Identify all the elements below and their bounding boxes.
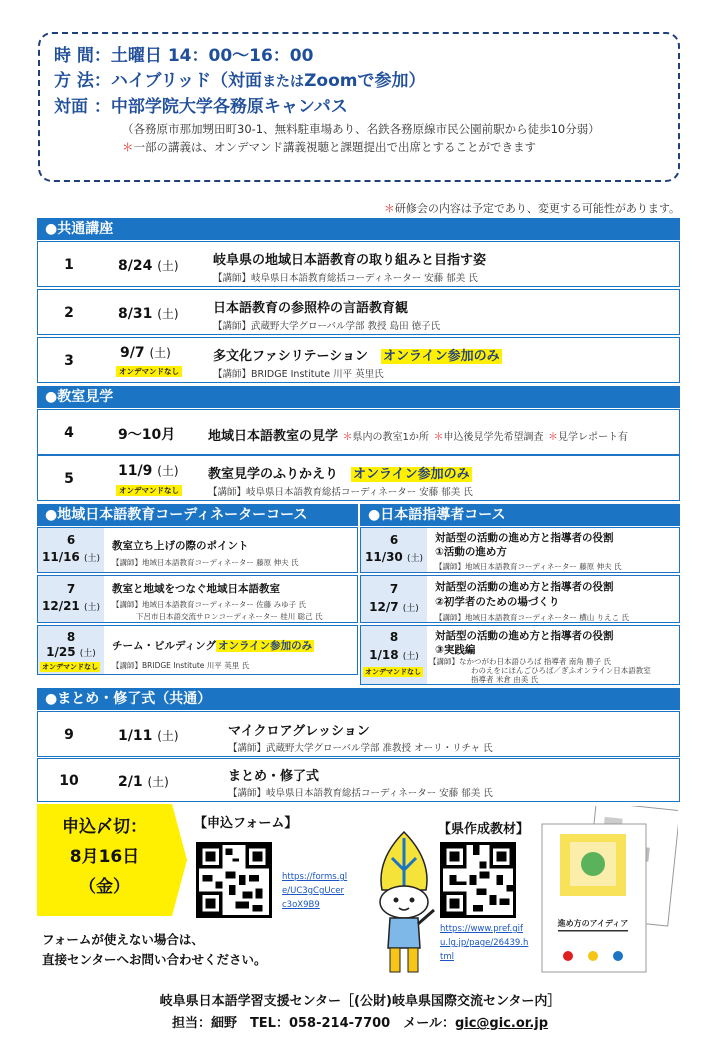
- note-text: 見学レポート有: [557, 432, 628, 443]
- date-text: 11/9: [118, 463, 153, 479]
- row-lecturer: 【講師】地域日本語教育コーディネーター 横山 りえこ 氏: [435, 613, 630, 622]
- section-coordinator: ●地域日本語教育コーディネーターコース: [37, 504, 358, 526]
- row-date: [361, 550, 427, 564]
- method-line: [54, 69, 664, 95]
- material-link[interactable]: [440, 922, 528, 964]
- disclaimer-mark: ＊: [383, 202, 395, 215]
- row-title: 対話型の活動の進め方と指導者の役割: [435, 630, 614, 642]
- coordinator-row: [37, 575, 358, 623]
- row-lecturer: 【講師】地域日本語教育コーディネーター 藤原 伸夫 氏: [435, 562, 622, 571]
- row-date: [118, 462, 179, 479]
- book-title: 進め方のアイディア: [557, 919, 629, 928]
- online-only-badge: オンライン参加のみ: [217, 640, 313, 652]
- row-title: 教室立ち上げの際のポイント: [112, 540, 249, 552]
- row-title: [208, 425, 628, 444]
- row-date: [118, 727, 179, 744]
- deadline-line1: 申込〆切：: [62, 817, 147, 837]
- row-lecturer: 【講師】武蔵野大学グローバル学部 教授 島田 徳子氏: [213, 321, 441, 332]
- note-mark: ＊: [547, 432, 558, 443]
- form-qr-code[interactable]: [196, 842, 272, 918]
- coordinator-row: [37, 625, 358, 675]
- row-num: 1: [64, 257, 74, 273]
- note-text: 申込後見学先希望調査: [443, 432, 544, 443]
- form-url-1: https://forms.gl: [282, 872, 348, 882]
- row-lecturer: 【講師】岐阜県日本語教育総括コーディネーター 安藤 郁美 氏: [228, 788, 493, 799]
- fallback-line2: 直接センターへお問い合わせください。: [42, 952, 267, 967]
- ondemand-none-badge: オンデマンドなし: [42, 663, 98, 671]
- row-num: 8: [389, 630, 399, 644]
- ondemand-none-badge: オンデマンドなし: [116, 366, 182, 377]
- form-url-3: c3oX9B9: [282, 900, 320, 910]
- row-lecturer: 【講師】岐阜県日本語教育総括コーディネーター 安藤 郁美 氏: [208, 487, 473, 498]
- date-text: 8/31: [118, 306, 153, 322]
- row-num: 4: [64, 425, 74, 441]
- date-text: 1/25: [46, 645, 76, 659]
- schedule-row: [37, 337, 680, 383]
- qr-icon: [443, 845, 513, 915]
- date-text: 1/11: [118, 728, 153, 744]
- schedule-row: [37, 711, 680, 757]
- row-lecturer-3: 指導者 米倉 由美 氏: [471, 675, 539, 684]
- qr-icon: [199, 845, 269, 915]
- row-date: 9〜10月: [118, 427, 176, 443]
- section-closing: ●まとめ・修了式（共通）: [37, 688, 680, 710]
- row-lecturer: 【講師】BRIDGE Institute 川平 英里氏: [213, 369, 384, 380]
- email-link[interactable]: gic@gic.or.jp: [454, 1016, 549, 1031]
- ondemand-note: [122, 138, 664, 156]
- coordinator-row: [37, 527, 358, 573]
- row-lecturer: 【講師】地域日本語教育コーディネーター 佐藤 みゆ子 氏: [112, 600, 307, 609]
- mascot-illustration: [368, 830, 440, 980]
- disclaimer-text: 研修会の内容は予定であり、変更する可能性があります。: [394, 202, 680, 215]
- form-link[interactable]: [282, 870, 347, 912]
- section-instructor: ●日本語指導者コース: [360, 504, 680, 526]
- fallback-note: [42, 930, 267, 970]
- form-label: 【申込フォーム】: [194, 816, 298, 831]
- weekday: (土): [402, 652, 419, 662]
- row-lecturer: 【講師】なかつがわ日本語ひろば 指導者 南角 勝子 氏: [429, 657, 612, 666]
- date-text: 9/7: [120, 345, 145, 361]
- ondemand-none-badge: オンデマンドなし: [365, 668, 421, 676]
- title-text: チーム・ビルディング: [112, 640, 216, 652]
- online-only-badge: オンライン参加のみ: [382, 349, 500, 364]
- row-title: マイクロアグレッション: [228, 724, 370, 739]
- contact-text: 担当：細野 TEL：058-214-7700 メール：: [171, 1016, 455, 1031]
- fallback-line1: フォームが使えない場合は、: [42, 932, 204, 947]
- row-date: [361, 648, 427, 662]
- weekday: (土): [402, 604, 419, 614]
- row-lecturer-2: 下呂市日本語交流サロンコーディネーター 桂川 聡己 氏: [136, 612, 323, 621]
- venue-line: 対面 ：中部学院大学各務原キャンパス: [54, 97, 348, 117]
- schedule-row: [37, 455, 680, 501]
- material-qr-code[interactable]: [440, 842, 516, 918]
- row-num: 7: [66, 582, 76, 596]
- instructor-row: [360, 575, 680, 623]
- method-text-b: または: [262, 74, 305, 90]
- weekday: (土): [406, 554, 423, 564]
- row-num: 10: [59, 773, 79, 789]
- deadline-line2: 8月16日: [69, 847, 140, 867]
- method-text-c: Zoomで参加）: [304, 71, 426, 91]
- weekday: (土): [157, 259, 179, 273]
- date-text: 12/7: [369, 600, 399, 614]
- date-text: 1/18: [369, 648, 399, 662]
- row-date: [118, 257, 179, 274]
- instructor-row: [360, 527, 680, 573]
- row-num: 6: [389, 533, 399, 547]
- info-box: [38, 32, 680, 182]
- row-date: [38, 599, 104, 613]
- schedule-row: [37, 241, 680, 287]
- address-line: （各務原市那加甥田町30-1、無料駐車場あり、名鉄各務原線市民公園前駅から徒歩10分弱）: [122, 122, 600, 136]
- row-lecturer: 【講師】武蔵野大学グローバル学部 准教授 オーリ・リチャ 氏: [228, 743, 493, 754]
- title-text: 多文化ファシリテーション: [213, 349, 368, 364]
- material-url-1: https://www.pref.gif: [440, 924, 524, 934]
- row-num: 7: [389, 582, 399, 596]
- note-mark: ＊: [122, 140, 134, 154]
- row-lecturer: 【講師】岐阜県日本語教育総括コーディネーター 安藤 郁美 氏: [213, 273, 478, 284]
- row-title: [208, 463, 472, 482]
- row-num: 5: [64, 471, 74, 487]
- row-num: 2: [64, 305, 74, 321]
- row-title: [213, 345, 502, 364]
- form-url-2: e/UC3gCgUcer: [282, 886, 345, 896]
- online-only-badge: オンライン参加のみ: [353, 467, 470, 482]
- weekday: (土): [147, 775, 169, 789]
- note-mark: ＊: [433, 432, 444, 443]
- row-lecturer: 【講師】BRIDGE Institute 川平 英里 氏: [112, 661, 250, 670]
- instructor-row: [360, 625, 680, 685]
- row-title: 対話型の活動の進め方と指導者の役割: [435, 532, 614, 544]
- row-subtitle: ②初学者のための場づくり: [435, 596, 560, 608]
- row-title: 岐阜県の地域日本語教育の取り組みと目指す姿: [213, 253, 487, 268]
- title-text: 教室見学のふりかえり: [208, 467, 339, 482]
- date-text: 8/24: [118, 258, 153, 274]
- schedule-row: [37, 758, 680, 802]
- ondemand-none-badge: オンデマンドなし: [116, 485, 182, 496]
- weekday: (土): [83, 554, 100, 564]
- weekday: (土): [149, 346, 171, 360]
- footer-organization: 岐阜県日本語学習支援センター［(公財)岐阜県国際交流センター内］: [159, 994, 561, 1009]
- row-subtitle: ①活動の進め方: [435, 546, 507, 558]
- weekday: (土): [157, 464, 179, 478]
- deadline-text: [37, 812, 172, 902]
- row-title: 日本語教育の参照枠の言語教育観: [213, 301, 409, 316]
- row-date: [38, 550, 104, 564]
- note-mark: ＊: [342, 432, 353, 443]
- row-date: [38, 645, 104, 659]
- date-text: 12/21: [42, 599, 80, 613]
- row-title: 対話型の活動の進め方と指導者の役割: [435, 581, 614, 593]
- row-num: 3: [64, 353, 74, 369]
- row-subtitle: ③実践編: [435, 644, 476, 656]
- row-date: [120, 344, 171, 361]
- date-text: 2/1: [118, 774, 143, 790]
- row-date: [118, 773, 169, 790]
- disclaimer: [384, 200, 680, 216]
- deadline-line3: （金）: [79, 877, 130, 897]
- weekday: (土): [83, 603, 100, 613]
- material-url-3: tml: [440, 952, 454, 962]
- row-lecturer: 【講師】地域日本語教育コーディネーター 藤原 伸夫 氏: [112, 558, 299, 567]
- weekday: (土): [79, 649, 96, 659]
- section-visit: ●教室見学: [37, 386, 680, 408]
- weekday: (土): [157, 729, 179, 743]
- row-date: [361, 600, 427, 614]
- row-num: 8: [66, 630, 76, 644]
- schedule-row: [37, 409, 680, 455]
- row-lecturer-2: わのえをにほんごひろば／ぎふオンライン日本語教室: [471, 666, 651, 675]
- material-label: 【県作成教材】: [438, 822, 530, 837]
- title-text: 地域日本語教室の見学: [208, 429, 339, 444]
- row-title: 教室と地域をつなぐ地域日本語教室: [112, 583, 280, 595]
- footer-contact: [0, 1012, 720, 1031]
- row-title: [112, 638, 314, 653]
- material-url-2: u.lg.jp/page/26439.h: [440, 938, 529, 948]
- note-text: 県内の教室1か所: [352, 432, 429, 443]
- method-text-a: 方 法：ハイブリッド（対面: [54, 71, 263, 91]
- teaching-material-covers: [538, 806, 678, 976]
- row-title: まとめ・修了式: [228, 769, 320, 784]
- schedule-row: [37, 289, 680, 335]
- row-date: [118, 305, 179, 322]
- time-line: 時 間：土曜日 14：00〜16：00: [54, 46, 314, 66]
- row-num: 9: [64, 727, 74, 743]
- date-text: 11/30: [365, 550, 403, 564]
- section-common: ●共通講座: [37, 218, 680, 240]
- note-text: 一部の講義は、オンデマンド講義視聴と課題提出で出席とすることができます: [133, 140, 536, 154]
- date-text: 11/16: [42, 550, 80, 564]
- row-num: 6: [66, 533, 76, 547]
- weekday: (土): [157, 307, 179, 321]
